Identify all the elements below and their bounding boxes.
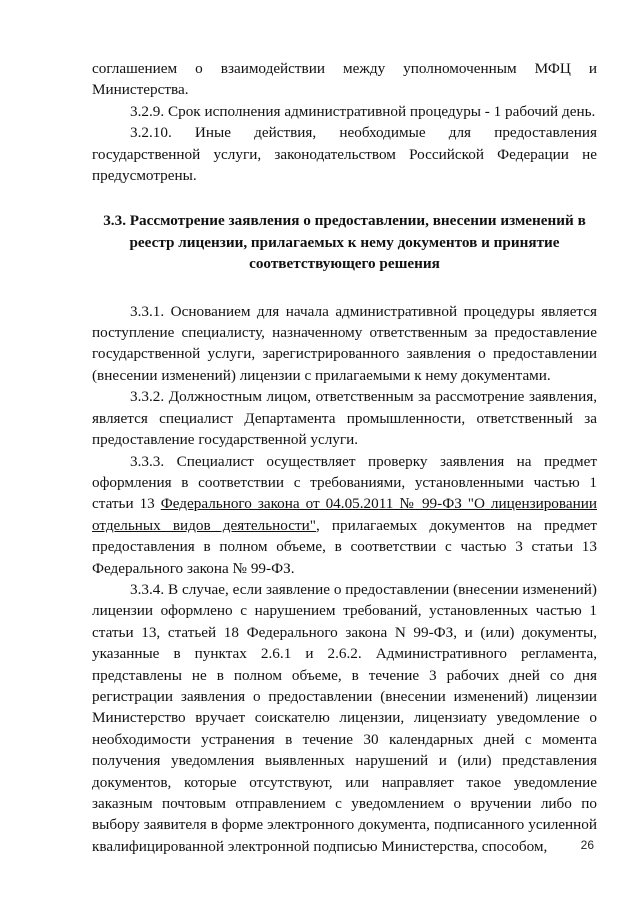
paragraph-3-2-10: 3.2.10. Иные действия, необходимые для предоставления государственной услуги, законодательством Российской Федерации не предусмотрены. <box>92 124 597 185</box>
page-number: 26 <box>580 838 594 852</box>
federal-law-link[interactable]: Федерального закона от 04.05.2011 № 99-ФЗ "О лицензировании отдельных видов деятельности" <box>92 495 597 534</box>
paragraph-3-2-9: 3.2.9. Срок исполнения административной процедуры - 1 рабочий день. <box>130 102 596 120</box>
document-page <box>92 58 597 857</box>
paragraph-3-3-3-start: 3.3.3. Специалист осуществляет проверку заявления на предмет оформления в соответствии с требованиями, установленными частью 1 статьи 13 <box>92 452 597 513</box>
paragraph-mfc-agreement: соглашением о взаимодействии между уполномоченным МФЦ и Министерства. <box>92 60 597 99</box>
paragraph-3-3-3-end: , прилагаемых документов на предмет предоставления в полном объеме, в соответствии с частью 3 статьи 13 Федерального закона № 99-ФЗ. <box>92 516 597 577</box>
paragraph-3-3-1: 3.3.1. Основанием для начала административной процедуры является поступление специалисту, назначенному ответственным за предоставление государственной услуги, зарегистрированного заявления о предоставлении (внесении изменений) лицензии с прилагаемыми к нему документами. <box>92 302 597 384</box>
section-heading-3-3: 3.3. Рассмотрение заявления о предоставлении, внесении изменений в реестр лицензии, прилагаемых к нему документов и принятие соответствующего решения <box>103 212 586 273</box>
paragraph-3-3-2: 3.3.2. Должностным лицом, ответственным за рассмотрение заявления, является специалист Департамента промышленности, ответственный за предоставление государственной услуги. <box>92 388 597 449</box>
paragraph-3-3-4: 3.3.4. В случае, если заявление о предоставлении (внесении изменений) лицензии оформлено с нарушением требований, установленных частью 1 статьи 13, статьей 18 Федерального закона N 99-ФЗ, и (или) документы, указанные в пунктах 2.6.1 и 2.6.2. Административного регламента, представлены не в полном объеме, в течение 3 рабочих дней со дня регистрации заявления о предоставлении (внесении изменений) лицензии Министерство вручает соискателю лицензии, лицензиату уведомление о необходимости устранения в течение 30 календарных дней с момента получения уведомления выявленных нарушений и (или) представления документов, которые отсутствуют, или направляет такое уведомление заказным почтовым отправлением с уведомлением о вручении либо по выбору заявителя в форме электронного документа, подписанного усиленной квалифицированной электронной подписью Министерства, способом, <box>92 580 597 855</box>
paragraph-3-3-3 <box>92 451 597 579</box>
